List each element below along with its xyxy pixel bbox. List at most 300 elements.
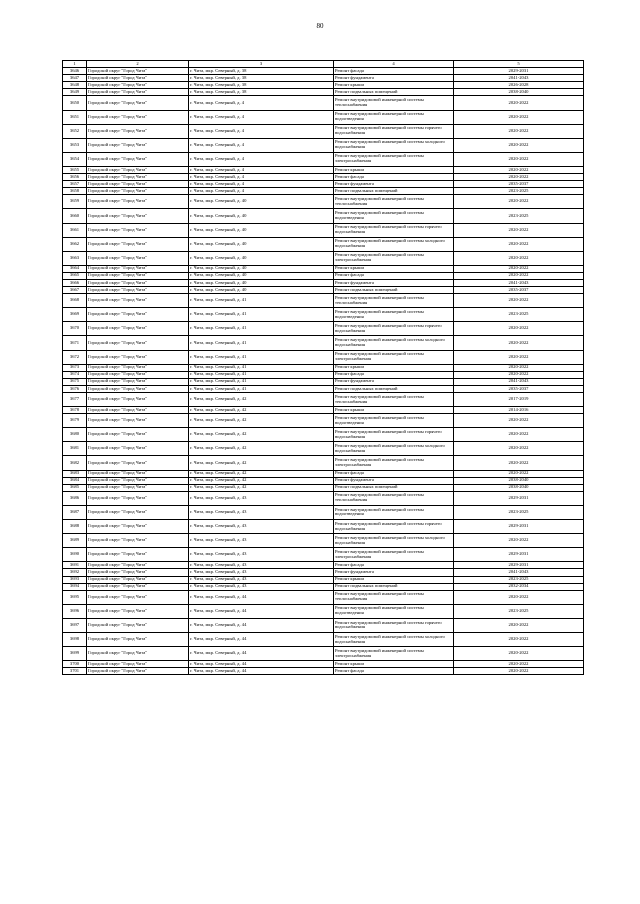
row-number-cell: 3699: [63, 647, 87, 661]
municipality-cell: Городской округ "Город Чита": [87, 336, 189, 350]
municipality-cell: Городской округ "Город Чита": [87, 442, 189, 456]
table-row: [63, 407, 584, 414]
municipality-cell: Городской округ "Город Чита": [87, 491, 189, 505]
work-type-cell: Ремонт фундамента: [334, 75, 454, 82]
address-cell: г. Чита, мкр. Северный, д. 43: [189, 548, 334, 562]
table-row: [63, 470, 584, 477]
work-type-cell: Ремонт внутридомовой инженерной системы горячего водоснабжения: [334, 223, 454, 237]
table-row: [63, 223, 584, 237]
address-cell: г. Чита, мкр. Северный, д. 44: [189, 604, 334, 618]
row-number-cell: 3690: [63, 548, 87, 562]
work-type-cell: Ремонт внутридомовой инженерной системы холодного водоснабжения: [334, 534, 454, 548]
row-number-cell: 3692: [63, 569, 87, 576]
address-cell: г. Чита, мкр. Северный, д. 41: [189, 308, 334, 322]
municipality-cell: Городской округ "Город Чита": [87, 647, 189, 661]
work-type-cell: Ремонт внутридомовой инженерной системы горячего водоснабжения: [334, 124, 454, 138]
work-type-cell: Ремонт подвальных помещений: [334, 484, 454, 491]
row-number-cell: 3664: [63, 265, 87, 272]
work-type-cell: Ремонт фундамента: [334, 279, 454, 286]
work-type-cell: Ремонт внутридомовой инженерной системы холодного водоснабжения: [334, 237, 454, 251]
work-type-cell: Ремонт внутридомовой инженерной системы холодного водоснабжения: [334, 138, 454, 152]
municipality-cell: Городской округ "Город Чита": [87, 322, 189, 336]
period-cell: 2020-2022: [454, 590, 584, 604]
address-cell: г. Чита, мкр. Северный, д. 43: [189, 562, 334, 569]
column-header: 5: [454, 61, 584, 68]
municipality-cell: Городской округ "Город Чита": [87, 272, 189, 279]
table-row: [63, 414, 584, 428]
address-cell: г. Чита, мкр. Северный, д. 41: [189, 378, 334, 385]
address-cell: г. Чита, мкр. Северный, д. 41: [189, 294, 334, 308]
row-number-cell: 3646: [63, 68, 87, 75]
period-cell: 2038-2040: [454, 484, 584, 491]
period-cell: 2020-2022: [454, 124, 584, 138]
period-cell: 2020-2022: [454, 668, 584, 675]
row-number-cell: 3650: [63, 96, 87, 110]
table-row: [63, 590, 584, 604]
period-cell: 2026-2028: [454, 82, 584, 89]
address-cell: г. Чита, мкр. Северный, д. 4: [189, 138, 334, 152]
row-number-cell: 3676: [63, 385, 87, 392]
table-row: [63, 378, 584, 385]
address-cell: г. Чита, мкр. Северный, д. 42: [189, 442, 334, 456]
address-cell: г. Чита, мкр. Северный, д. 4: [189, 152, 334, 166]
address-cell: г. Чита, мкр. Северный, д. 40: [189, 223, 334, 237]
period-cell: 2041-2043: [454, 279, 584, 286]
municipality-cell: Городской округ "Город Чита": [87, 484, 189, 491]
work-type-cell: Ремонт фасада: [334, 174, 454, 181]
period-cell: 2020-2022: [454, 251, 584, 265]
period-cell: 2038-2040: [454, 477, 584, 484]
address-cell: г. Чита, мкр. Северный, д. 38: [189, 89, 334, 96]
municipality-cell: Городской округ "Город Чита": [87, 583, 189, 590]
period-cell: 2023-2025: [454, 308, 584, 322]
table-row: [63, 251, 584, 265]
work-type-cell: Ремонт внутридомовой инженерной системы водоотведения: [334, 414, 454, 428]
address-cell: г. Чита, мкр. Северный, д. 40: [189, 251, 334, 265]
table-row: [63, 576, 584, 583]
table-row: [63, 477, 584, 484]
period-cell: 2020-2022: [454, 428, 584, 442]
work-type-cell: Ремонт крыши: [334, 166, 454, 173]
period-cell: 2020-2022: [454, 456, 584, 470]
address-cell: г. Чита, мкр. Северный, д. 42: [189, 407, 334, 414]
period-cell: 2017-2019: [454, 393, 584, 407]
address-cell: г. Чита, мкр. Северный, д. 41: [189, 336, 334, 350]
municipality-cell: Городской округ "Город Чита": [87, 251, 189, 265]
work-type-cell: Ремонт подвальных помещений: [334, 583, 454, 590]
row-number-cell: 3679: [63, 414, 87, 428]
period-cell: 2020-2022: [454, 322, 584, 336]
row-number-cell: 3701: [63, 668, 87, 675]
work-type-cell: Ремонт внутридомовой инженерной системы электроснабжения: [334, 548, 454, 562]
row-number-cell: 3654: [63, 152, 87, 166]
period-cell: 2041-2043: [454, 378, 584, 385]
period-cell: 2023-2025: [454, 505, 584, 519]
row-number-cell: 3677: [63, 393, 87, 407]
period-cell: 2020-2022: [454, 195, 584, 209]
row-number-cell: 3697: [63, 618, 87, 632]
work-type-cell: Ремонт фундамента: [334, 569, 454, 576]
row-number-cell: 3660: [63, 209, 87, 223]
municipality-cell: Городской округ "Город Чита": [87, 668, 189, 675]
period-cell: 2038-2040: [454, 89, 584, 96]
table-row: [63, 308, 584, 322]
address-cell: г. Чита, мкр. Северный, д. 42: [189, 470, 334, 477]
work-type-cell: Ремонт внутридомовой инженерной системы теплоснабжения: [334, 590, 454, 604]
table-row: [63, 195, 584, 209]
period-cell: 2029-2031: [454, 68, 584, 75]
row-number-cell: 3700: [63, 661, 87, 668]
page-number: 80: [316, 22, 324, 30]
address-cell: г. Чита, мкр. Северный, д. 38: [189, 75, 334, 82]
municipality-cell: Городской округ "Город Чита": [87, 428, 189, 442]
municipality-cell: Городской округ "Город Чита": [87, 618, 189, 632]
period-cell: 2020-2022: [454, 152, 584, 166]
period-cell: 2020-2022: [454, 632, 584, 646]
table-row: [63, 505, 584, 519]
table-row: [63, 569, 584, 576]
address-cell: г. Чита, мкр. Северный, д. 4: [189, 110, 334, 124]
address-cell: г. Чита, мкр. Северный, д. 43: [189, 520, 334, 534]
address-cell: г. Чита, мкр. Северный, д. 4: [189, 96, 334, 110]
municipality-cell: Городской округ "Город Чита": [87, 393, 189, 407]
row-number-cell: 3670: [63, 322, 87, 336]
period-cell: 2029-2031: [454, 562, 584, 569]
table-header: [63, 61, 584, 68]
row-number-cell: 3649: [63, 89, 87, 96]
table-row: [63, 583, 584, 590]
table-body: [63, 68, 584, 675]
table-row: [63, 647, 584, 661]
address-cell: г. Чита, мкр. Северный, д. 41: [189, 350, 334, 364]
work-type-cell: Ремонт внутридомовой инженерной системы электроснабжения: [334, 647, 454, 661]
municipality-cell: Городской округ "Город Чита": [87, 209, 189, 223]
repair-schedule-table: [62, 60, 584, 675]
row-number-cell: 3683: [63, 470, 87, 477]
table-row: [63, 96, 584, 110]
municipality-cell: Городской округ "Город Чита": [87, 548, 189, 562]
municipality-cell: Городской округ "Город Чита": [87, 96, 189, 110]
column-header: 1: [63, 61, 87, 68]
work-type-cell: Ремонт внутридомовой инженерной системы электроснабжения: [334, 456, 454, 470]
table-row: [63, 456, 584, 470]
work-type-cell: Ремонт фасада: [334, 562, 454, 569]
address-cell: г. Чита, мкр. Северный, д. 4: [189, 188, 334, 195]
row-number-cell: 3684: [63, 477, 87, 484]
address-cell: г. Чита, мкр. Северный, д. 41: [189, 364, 334, 371]
row-number-cell: 3668: [63, 294, 87, 308]
table-row: [63, 272, 584, 279]
work-type-cell: Ремонт внутридомовой инженерной системы холодного водоснабжения: [334, 442, 454, 456]
municipality-cell: Городской округ "Город Чита": [87, 188, 189, 195]
table-row: [63, 562, 584, 569]
municipality-cell: Городской округ "Город Чита": [87, 661, 189, 668]
work-type-cell: Ремонт крыши: [334, 576, 454, 583]
table-row: [63, 68, 584, 75]
table-row: [63, 294, 584, 308]
address-cell: г. Чита, мкр. Северный, д. 4: [189, 174, 334, 181]
address-cell: г. Чита, мкр. Северный, д. 44: [189, 590, 334, 604]
work-type-cell: Ремонт внутридомовой инженерной системы теплоснабжения: [334, 393, 454, 407]
municipality-cell: Городской округ "Город Чита": [87, 632, 189, 646]
work-type-cell: Ремонт внутридомовой инженерной системы электроснабжения: [334, 152, 454, 166]
municipality-cell: Городской округ "Город Чита": [87, 68, 189, 75]
period-cell: 2020-2022: [454, 223, 584, 237]
table-row: [63, 393, 584, 407]
municipality-cell: Городской округ "Город Чита": [87, 470, 189, 477]
row-number-cell: 3695: [63, 590, 87, 604]
address-cell: г. Чита, мкр. Северный, д. 40: [189, 265, 334, 272]
address-cell: г. Чита, мкр. Северный, д. 42: [189, 428, 334, 442]
address-cell: г. Чита, мкр. Северный, д. 40: [189, 279, 334, 286]
work-type-cell: Ремонт внутридомовой инженерной системы горячего водоснабжения: [334, 428, 454, 442]
work-type-cell: Ремонт внутридомовой инженерной системы электроснабжения: [334, 350, 454, 364]
municipality-cell: Городской округ "Город Чита": [87, 520, 189, 534]
work-type-cell: Ремонт крыши: [334, 364, 454, 371]
address-cell: г. Чита, мкр. Северный, д. 40: [189, 272, 334, 279]
work-type-cell: Ремонт крыши: [334, 407, 454, 414]
municipality-cell: Городской округ "Город Чита": [87, 265, 189, 272]
address-cell: г. Чита, мкр. Северный, д. 42: [189, 456, 334, 470]
period-cell: 2029-2031: [454, 491, 584, 505]
work-type-cell: Ремонт внутридомовой инженерной системы теплоснабжения: [334, 195, 454, 209]
table-row: [63, 138, 584, 152]
row-number-cell: 3648: [63, 82, 87, 89]
period-cell: 2020-2022: [454, 661, 584, 668]
table-row: [63, 110, 584, 124]
column-header: 2: [87, 61, 189, 68]
address-cell: г. Чита, мкр. Северный, д. 42: [189, 484, 334, 491]
table-row: [63, 152, 584, 166]
table-row: [63, 188, 584, 195]
table-row: [63, 428, 584, 442]
table-row: [63, 661, 584, 668]
address-cell: г. Чита, мкр. Северный, д. 43: [189, 505, 334, 519]
address-cell: г. Чита, мкр. Северный, д. 42: [189, 393, 334, 407]
table-row: [63, 82, 584, 89]
row-number-cell: 3680: [63, 428, 87, 442]
address-cell: г. Чита, мкр. Северный, д. 43: [189, 534, 334, 548]
municipality-cell: Городской округ "Город Чита": [87, 287, 189, 294]
work-type-cell: Ремонт фундамента: [334, 477, 454, 484]
table-row: [63, 442, 584, 456]
municipality-cell: Городской округ "Город Чита": [87, 562, 189, 569]
table-row: [63, 618, 584, 632]
period-cell: 2020-2022: [454, 534, 584, 548]
address-cell: г. Чита, мкр. Северный, д. 38: [189, 68, 334, 75]
period-cell: 2020-2022: [454, 371, 584, 378]
row-number-cell: 3666: [63, 279, 87, 286]
municipality-cell: Городской округ "Город Чита": [87, 174, 189, 181]
period-cell: 2023-2025: [454, 576, 584, 583]
period-cell: 2020-2022: [454, 470, 584, 477]
table-row: [63, 181, 584, 188]
municipality-cell: Городской округ "Город Чита": [87, 181, 189, 188]
row-number-cell: 3661: [63, 223, 87, 237]
table-row: [63, 174, 584, 181]
municipality-cell: Городской округ "Город Чита": [87, 75, 189, 82]
period-cell: 2032-2034: [454, 583, 584, 590]
work-type-cell: Ремонт внутридомовой инженерной системы водоотведения: [334, 110, 454, 124]
work-type-cell: Ремонт внутридомовой инженерной системы водоотведения: [334, 308, 454, 322]
work-type-cell: Ремонт внутридомовой инженерной системы горячего водоснабжения: [334, 618, 454, 632]
municipality-cell: Городской округ "Город Чита": [87, 89, 189, 96]
period-cell: 2020-2022: [454, 138, 584, 152]
address-cell: г. Чита, мкр. Северный, д. 4: [189, 181, 334, 188]
row-number-cell: 3696: [63, 604, 87, 618]
work-type-cell: Ремонт крыши: [334, 265, 454, 272]
table-row: [63, 75, 584, 82]
work-type-cell: Ремонт внутридомовой инженерной системы теплоснабжения: [334, 96, 454, 110]
address-cell: г. Чита, мкр. Северный, д. 40: [189, 237, 334, 251]
period-cell: 2014-2016: [454, 407, 584, 414]
table-row: [63, 265, 584, 272]
municipality-cell: Городской округ "Город Чита": [87, 576, 189, 583]
work-type-cell: Ремонт фундамента: [334, 378, 454, 385]
row-number-cell: 3647: [63, 75, 87, 82]
address-cell: г. Чита, мкр. Северный, д. 4: [189, 166, 334, 173]
period-cell: 2020-2022: [454, 364, 584, 371]
period-cell: 2023-2025: [454, 209, 584, 223]
row-number-cell: 3675: [63, 378, 87, 385]
work-type-cell: Ремонт внутридомовой инженерной системы электроснабжения: [334, 251, 454, 265]
row-number-cell: 3674: [63, 371, 87, 378]
row-number-cell: 3665: [63, 272, 87, 279]
table-row: [63, 491, 584, 505]
table-row: [63, 89, 584, 96]
period-cell: 2020-2022: [454, 414, 584, 428]
work-type-cell: Ремонт внутридомовой инженерной системы водоотведения: [334, 505, 454, 519]
municipality-cell: Городской округ "Город Чита": [87, 378, 189, 385]
period-cell: 2035-2037: [454, 287, 584, 294]
row-number-cell: 3693: [63, 576, 87, 583]
address-cell: г. Чита, мкр. Северный, д. 41: [189, 322, 334, 336]
municipality-cell: Городской округ "Город Чита": [87, 505, 189, 519]
period-cell: 2041-2043: [454, 569, 584, 576]
row-number-cell: 3687: [63, 505, 87, 519]
work-type-cell: Ремонт внутридомовой инженерной системы горячего водоснабжения: [334, 322, 454, 336]
municipality-cell: Городской округ "Город Чита": [87, 237, 189, 251]
row-number-cell: 3671: [63, 336, 87, 350]
period-cell: 2020-2022: [454, 442, 584, 456]
work-type-cell: Ремонт фасада: [334, 371, 454, 378]
row-number-cell: 3686: [63, 491, 87, 505]
row-number-cell: 3681: [63, 442, 87, 456]
work-type-cell: Ремонт внутридомовой инженерной системы теплоснабжения: [334, 491, 454, 505]
column-header: 4: [334, 61, 454, 68]
column-header: 3: [189, 61, 334, 68]
address-cell: г. Чита, мкр. Северный, д. 40: [189, 287, 334, 294]
period-cell: 2035-2037: [454, 385, 584, 392]
period-cell: 2029-2031: [454, 548, 584, 562]
table-row: [63, 604, 584, 618]
municipality-cell: Городской округ "Город Чита": [87, 590, 189, 604]
municipality-cell: Городской округ "Город Чита": [87, 152, 189, 166]
address-cell: г. Чита, мкр. Северный, д. 41: [189, 385, 334, 392]
work-type-cell: Ремонт фасада: [334, 272, 454, 279]
period-cell: 2020-2022: [454, 272, 584, 279]
table-row: [63, 371, 584, 378]
table-row: [63, 668, 584, 675]
period-cell: 2020-2022: [454, 647, 584, 661]
address-cell: г. Чита, мкр. Северный, д. 44: [189, 618, 334, 632]
work-type-cell: Ремонт внутридомовой инженерной системы водоотведения: [334, 209, 454, 223]
period-cell: 2020-2022: [454, 166, 584, 173]
municipality-cell: Городской округ "Город Чита": [87, 124, 189, 138]
address-cell: г. Чита, мкр. Северный, д. 41: [189, 371, 334, 378]
period-cell: 2020-2022: [454, 237, 584, 251]
row-number-cell: 3698: [63, 632, 87, 646]
row-number-cell: 3682: [63, 456, 87, 470]
work-type-cell: Ремонт подвальных помещений: [334, 89, 454, 96]
work-type-cell: Ремонт подвальных помещений: [334, 188, 454, 195]
table-row: [63, 336, 584, 350]
row-number-cell: 3685: [63, 484, 87, 491]
municipality-cell: Городской округ "Город Чита": [87, 223, 189, 237]
address-cell: г. Чита, мкр. Северный, д. 44: [189, 661, 334, 668]
municipality-cell: Городской округ "Город Чита": [87, 604, 189, 618]
work-type-cell: Ремонт внутридомовой инженерной системы холодного водоснабжения: [334, 336, 454, 350]
work-type-cell: Ремонт внутридомовой инженерной системы холодного водоснабжения: [334, 632, 454, 646]
row-number-cell: 3659: [63, 195, 87, 209]
header-row: [63, 61, 584, 68]
row-number-cell: 3651: [63, 110, 87, 124]
period-cell: 2041-2043: [454, 75, 584, 82]
address-cell: г. Чита, мкр. Северный, д. 44: [189, 632, 334, 646]
period-cell: 2020-2022: [454, 96, 584, 110]
row-number-cell: 3688: [63, 520, 87, 534]
municipality-cell: Городской округ "Город Чита": [87, 279, 189, 286]
row-number-cell: 3678: [63, 407, 87, 414]
municipality-cell: Городской округ "Город Чита": [87, 477, 189, 484]
municipality-cell: Городской округ "Город Чита": [87, 195, 189, 209]
municipality-cell: Городской округ "Город Чита": [87, 364, 189, 371]
table-row: [63, 237, 584, 251]
table-row: [63, 124, 584, 138]
table-row: [63, 364, 584, 371]
period-cell: 2020-2022: [454, 110, 584, 124]
row-number-cell: 3694: [63, 583, 87, 590]
work-type-cell: Ремонт внутридомовой инженерной системы горячего водоснабжения: [334, 520, 454, 534]
municipality-cell: Городской округ "Город Чита": [87, 371, 189, 378]
work-type-cell: Ремонт крыши: [334, 82, 454, 89]
table-row: [63, 279, 584, 286]
work-type-cell: Ремонт фасада: [334, 668, 454, 675]
row-number-cell: 3672: [63, 350, 87, 364]
period-cell: 2020-2022: [454, 174, 584, 181]
table-row: [63, 548, 584, 562]
municipality-cell: Городской округ "Город Чита": [87, 110, 189, 124]
address-cell: г. Чита, мкр. Северный, д. 40: [189, 195, 334, 209]
period-cell: 2020-2022: [454, 618, 584, 632]
address-cell: г. Чита, мкр. Северный, д. 44: [189, 668, 334, 675]
work-type-cell: Ремонт фасада: [334, 68, 454, 75]
address-cell: г. Чита, мкр. Северный, д. 43: [189, 583, 334, 590]
address-cell: г. Чита, мкр. Северный, д. 42: [189, 414, 334, 428]
address-cell: г. Чита, мкр. Северный, д. 44: [189, 647, 334, 661]
address-cell: г. Чита, мкр. Северный, д. 4: [189, 124, 334, 138]
row-number-cell: 3663: [63, 251, 87, 265]
table-row: [63, 534, 584, 548]
work-type-cell: Ремонт подвальных помещений: [334, 287, 454, 294]
row-number-cell: 3655: [63, 166, 87, 173]
address-cell: г. Чита, мкр. Северный, д. 43: [189, 569, 334, 576]
period-cell: 2020-2022: [454, 336, 584, 350]
period-cell: 2023-2025: [454, 604, 584, 618]
municipality-cell: Городской округ "Город Чита": [87, 294, 189, 308]
row-number-cell: 3667: [63, 287, 87, 294]
table-row: [63, 209, 584, 223]
